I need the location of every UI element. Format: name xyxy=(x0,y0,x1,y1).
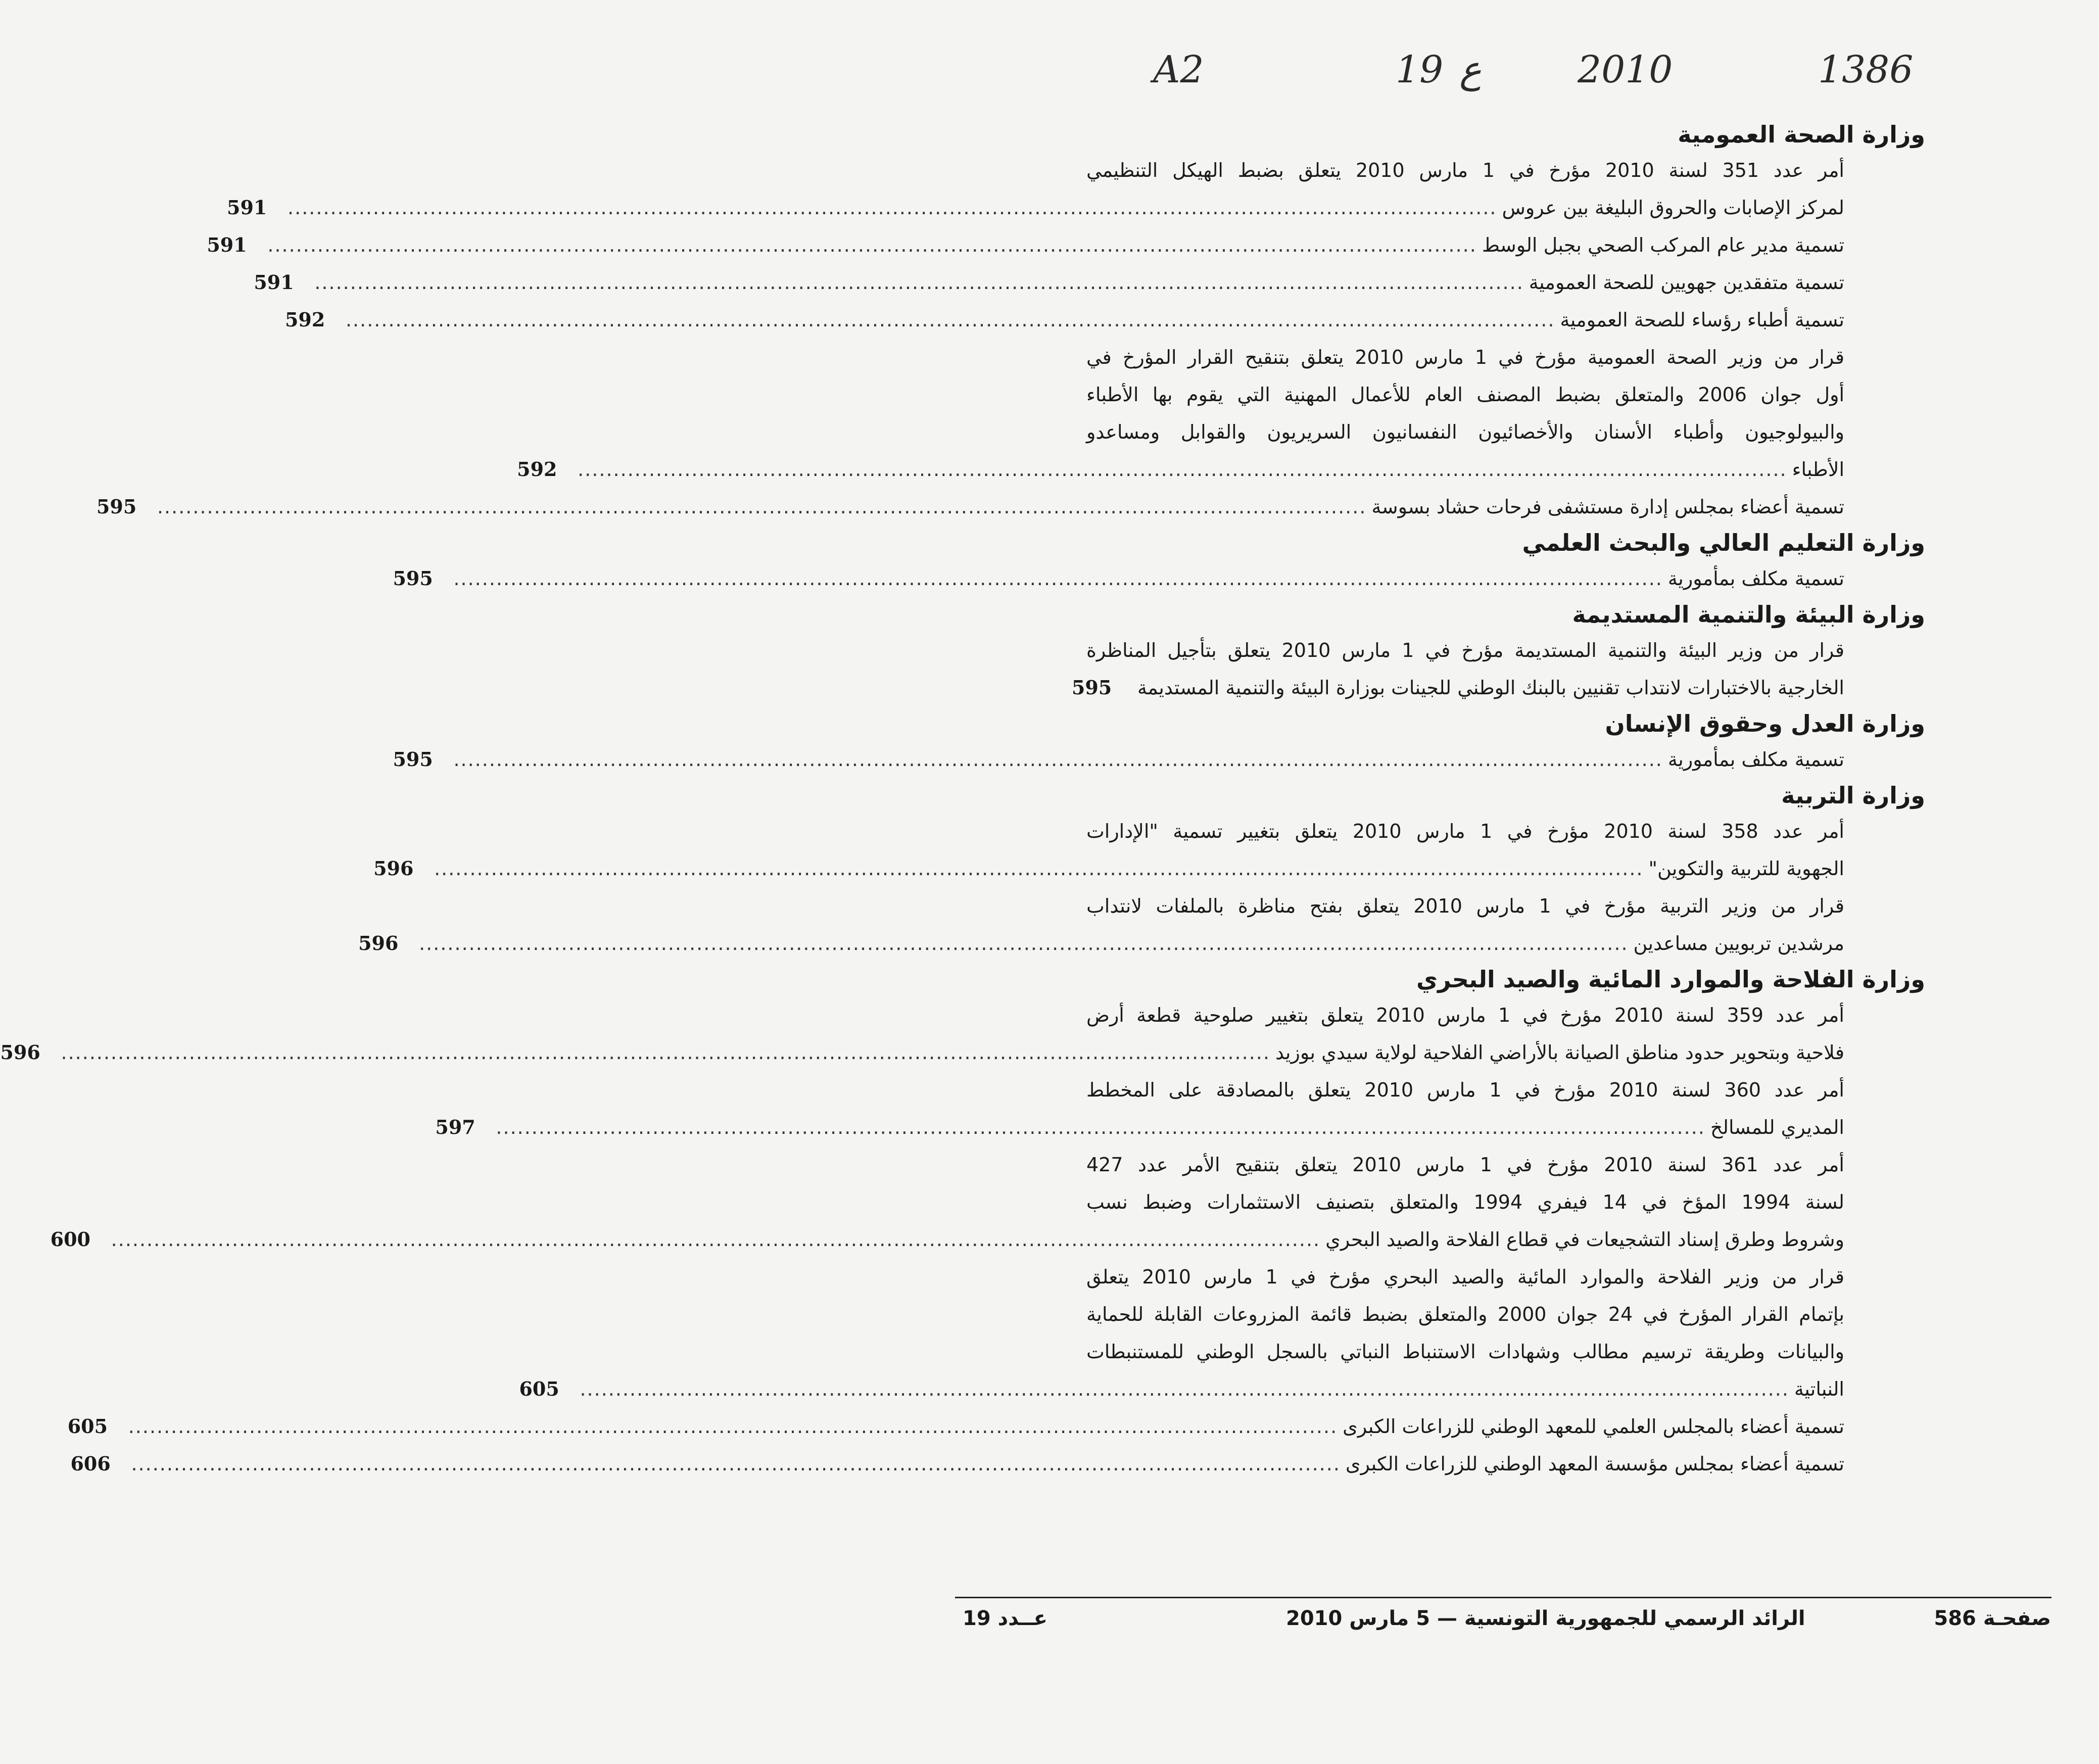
leader-dots: .......................................................................................................................................................................... xyxy=(453,567,1663,590)
page-number: 595 xyxy=(96,495,137,518)
toc-entry[interactable] xyxy=(70,1445,1925,1483)
entry-line: قرار من وزير البيئة والتنمية المستديمة مؤرخ في 1 مارس 2010 يتعلق بتأجيل المناظرة xyxy=(1086,639,1845,661)
entry-title: وشروط وطرق إسناد التشجيعات في قطاع الفلاحة والصيد البحري xyxy=(1325,1228,1844,1251)
footer-journal-title: الرائد الرسمي للجمهورية التونسية — 5 مارس 2010 xyxy=(1286,1607,1805,1630)
entry-title: مرشدين تربويين مساعدين xyxy=(1633,932,1844,955)
handwritten-note: 2010 xyxy=(1578,48,1673,91)
toc-entry[interactable] xyxy=(1071,669,1925,706)
entry-title: تسمية مدير عام المركب الصحي بجبل الوسط xyxy=(1482,234,1844,256)
entry-line: قرار من وزير الصحة العمومية مؤرخ في 1 مارس 2010 يتعلق بتنقيح القرار المؤرخ في xyxy=(1086,346,1844,368)
entry-line: لسنة 1994 المؤخ في 14 فيفري 1994 والمتعلق بتصنيف الاستثمارات وضبط نسب xyxy=(1086,1191,1844,1213)
leader-dots: .......................................................................................................................................................................... xyxy=(580,1378,1789,1400)
entry-line: والبيانات وطريقة ترسيم مطالب وشهادات الاستنباط النباتي بالسجل الوطني للمستنبطات xyxy=(1086,1341,1844,1363)
footer-issue-number: عــدد 19 xyxy=(963,1607,1047,1630)
leader-dots: .......................................................................................................................................................................... xyxy=(496,1116,1705,1138)
entry-title: النباتية xyxy=(1794,1378,1844,1400)
toc-entry[interactable] xyxy=(50,1221,1925,1258)
toc-entry[interactable] xyxy=(373,850,1925,887)
leader-dots: .......................................................................................................................................................................... xyxy=(419,932,1629,955)
entry-line: بإتمام القرار المؤرخ في 24 جوان 2000 والمتعلق بضبط قائمة المزروعات القابلة للحماية xyxy=(1086,1303,1844,1325)
leader-dots: .......................................................................................................................................................................... xyxy=(288,197,1497,219)
leader-dots: .......................................................................................................................................................................... xyxy=(453,748,1663,771)
entry-title: الجهوية للتربية والتكوين" xyxy=(1648,857,1844,880)
entry-title: تسمية أعضاء بمجلس مؤسسة المعهد الوطني للزراعات الكبرى xyxy=(1345,1453,1844,1475)
leader-dots: .......................................................................................................................................................................... xyxy=(111,1228,1321,1251)
entry-line: أمر عدد 360 لسنة 2010 مؤرخ في 1 مارس 2010 يتعلق بالمصادقة على المخطط xyxy=(1086,1079,1844,1101)
entry-title: فلاحية وبتحوير حدود مناطق الصيانة بالأراضي الفلاحية لولاية سيدي بوزيد xyxy=(1275,1041,1844,1064)
entry-title: تسمية أطباء رؤساء للصحة العمومية xyxy=(1560,309,1844,331)
entry-title: الخارجية بالاختبارات لانتداب تقنيين بالبنك الوطني للجينات بوزارة البيئة والتنمية المستديمة xyxy=(1137,677,1844,699)
page-number: 592 xyxy=(517,458,557,481)
page-number: 595 xyxy=(393,567,433,590)
page-number: 596 xyxy=(358,932,399,955)
leader-dots: .......................................................................................................................................................................... xyxy=(314,271,1524,294)
page-number: 597 xyxy=(435,1116,475,1138)
leader-dots: .......................................................................................................................................................................... xyxy=(157,496,1367,518)
page-number: 591 xyxy=(227,196,267,219)
entry-title: تسمية مكلف بمأمورية xyxy=(1667,748,1844,771)
toc-entry[interactable] xyxy=(284,301,1925,339)
handwritten-note: ع xyxy=(1459,48,1482,91)
handwritten-note: A2 xyxy=(1153,48,1204,91)
entry-line: والبيولوجيون وأطباء الأسنان والأخصائيون النفسانيون السريريون والقوابل ومساعدو xyxy=(1086,421,1844,443)
toc-entry[interactable] xyxy=(393,560,1925,597)
toc-entry[interactable] xyxy=(435,1109,1925,1146)
entry-title: تسمية مكلف بمأمورية xyxy=(1667,567,1844,590)
page-number: 605 xyxy=(67,1415,108,1438)
ministry-heading: وزارة الصحة العمومية xyxy=(1678,121,1925,148)
leader-dots: .......................................................................................................................................................................... xyxy=(61,1041,1270,1064)
page-number: 595 xyxy=(1071,676,1112,699)
entry-line: قرار من وزير الفلاحة والموارد المائية والصيد البحري مؤرخ في 1 مارس 2010 يتعلق xyxy=(1086,1266,1844,1288)
ministry-heading: وزارة التربية xyxy=(1781,782,1925,809)
page-number: 595 xyxy=(393,748,433,771)
entry-line: أمر عدد 361 لسنة 2010 مؤرخ في 1 مارس 2010 يتعلق بتنقيح الأمر عدد 427 xyxy=(1086,1154,1844,1176)
page-number: 596 xyxy=(373,857,414,880)
toc-entry[interactable] xyxy=(0,1034,1925,1071)
leader-dots: .......................................................................................................................................................................... xyxy=(131,1453,1341,1475)
leader-dots: .......................................................................................................................................................................... xyxy=(578,458,1787,481)
table-of-contents xyxy=(0,117,1925,1483)
toc-entry[interactable] xyxy=(207,226,1925,264)
leader-dots: .......................................................................................................................................................................... xyxy=(345,309,1555,331)
entry-line: أمر عدد 359 لسنة 2010 مؤرخ في 1 مارس 2010 يتعلق بتغيير صلوحية قطعة أرض xyxy=(1086,1004,1844,1026)
footer-divider xyxy=(955,1597,2052,1598)
leader-dots: .......................................................................................................................................................................... xyxy=(267,234,1477,256)
toc-entry[interactable] xyxy=(227,189,1925,226)
entry-line: أول جوان 2006 والمتعلق بضبط المصنف العام للأعمال المهنية التي يقوم بها الأطباء xyxy=(1086,384,1844,406)
entry-title: الأطباء xyxy=(1792,458,1844,481)
ministry-heading: وزارة الفلاحة والموارد المائية والصيد البحري xyxy=(1416,966,1925,993)
ministry-heading: وزارة العدل وحقوق الإنسان xyxy=(1605,710,1925,737)
toc-entry[interactable] xyxy=(358,925,1925,962)
ministry-heading: وزارة التعليم العالي والبحث العلمي xyxy=(1522,529,1925,556)
leader-dots: .......................................................................................................................................................................... xyxy=(128,1415,1338,1438)
page-number: 596 xyxy=(0,1041,40,1064)
page-number: 592 xyxy=(284,308,325,331)
entry-line: أمر عدد 351 لسنة 2010 مؤرخ في 1 مارس 2010 يتعلق بضبط الهيكل التنظيمي xyxy=(1086,159,1844,181)
page-number: 600 xyxy=(50,1228,90,1251)
handwritten-note: 19 xyxy=(1396,48,1444,91)
page-number: 606 xyxy=(70,1452,111,1475)
page-number: 591 xyxy=(207,233,247,256)
entry-title: المديري للمسالخ xyxy=(1710,1116,1844,1138)
entry-title: تسمية أعضاء بالمجلس العلمي للمعهد الوطني للزراعات الكبرى xyxy=(1343,1415,1844,1438)
toc-entry[interactable] xyxy=(254,264,1925,301)
footer-page-number: صفحـة 586 xyxy=(1934,1607,2051,1630)
toc-entry[interactable] xyxy=(517,451,1925,488)
entry-title: لمركز الإصابات والحروق البليغة بين عروس xyxy=(1502,197,1844,219)
leader-dots: .......................................................................................................................................................................... xyxy=(434,857,1644,880)
page-number: 605 xyxy=(519,1377,559,1400)
entry-line: قرار من وزير التربية مؤرخ في 1 مارس 2010 يتعلق بفتح مناظرة بالملفات لانتداب xyxy=(1086,895,1844,917)
toc-entry[interactable] xyxy=(519,1370,1925,1408)
ministry-heading: وزارة البيئة والتنمية المستديمة xyxy=(1572,601,1925,628)
entry-title: تسمية أعضاء بمجلس إدارة مستشفى فرحات حشاد بسوسة xyxy=(1371,496,1844,518)
toc-entry[interactable] xyxy=(393,741,1925,778)
handwritten-note: 1386 xyxy=(1818,48,1914,91)
entry-line: أمر عدد 358 لسنة 2010 مؤرخ في 1 مارس 2010 يتعلق بتغيير تسمية "الإدارات xyxy=(1086,820,1844,842)
page-number: 591 xyxy=(254,271,294,294)
toc-entry[interactable] xyxy=(96,488,1925,526)
toc-entry[interactable] xyxy=(67,1408,1925,1445)
entry-title: تسمية متفقدين جهويين للصحة العمومية xyxy=(1529,271,1844,294)
